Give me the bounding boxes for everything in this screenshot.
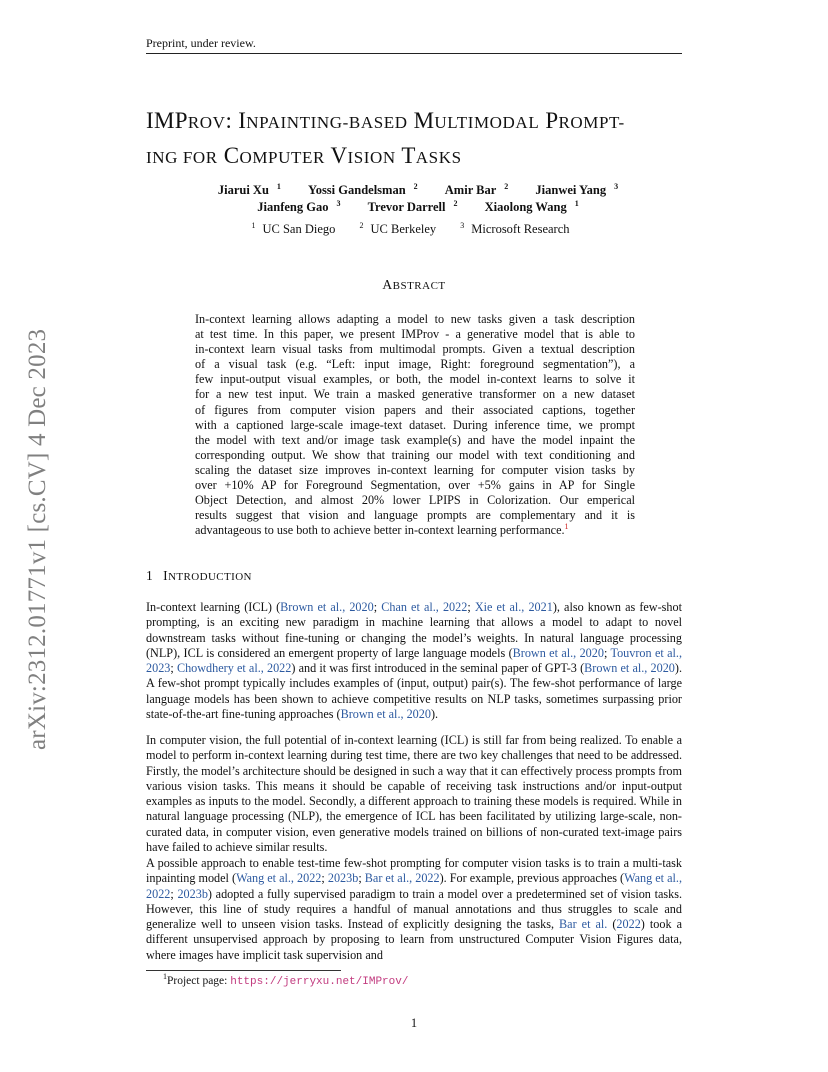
abstract-line: Object Detection, and almost 20% lower LPIPS in Colorization. Our emperical <box>195 493 635 508</box>
footnote-marker-link[interactable]: 1 <box>564 522 569 532</box>
abstract-line: for a new test input. We train a masked generative transformer on a new dataset <box>195 387 635 402</box>
citation-link[interactable]: Touvron et al., 2023 <box>146 645 682 675</box>
citation-link[interactable]: Bar et al. <box>559 917 608 931</box>
affiliation: $^2$ UC Berkeley <box>359 220 437 236</box>
author-list <box>146 182 682 216</box>
citation-link[interactable]: Wang et al., 2022 <box>236 871 322 886</box>
abstract-line: In-context learning allows adapting a model to new tasks given a task description <box>195 312 635 326</box>
author: Jianfeng Gao $^3$ <box>257 198 341 214</box>
author: Jianwei Yang $^3$ <box>535 181 619 197</box>
affiliation-list <box>146 222 682 237</box>
citation-link[interactable]: 2023b <box>177 886 208 901</box>
citation-link[interactable]: Brown et al., 2020 <box>584 661 675 675</box>
arxiv-id: arXiv:2312.01771v1 [cs.CV] 4 Dec 2023 <box>24 328 51 750</box>
footnote: $^1$Project page: https://jerryxu.net/IMProv/ <box>163 972 409 988</box>
author: Yossi Gandelsman $^2$ <box>308 181 418 197</box>
citation-link[interactable]: Brown et al., 2020 <box>340 706 431 721</box>
abstract-line: of a visual task (e.g. “Left: input image, Right: foreground segmentation”), a <box>195 357 635 372</box>
paper-title: IMPROV: INPAINTING-BASED MULTIMODAL PROMPT- ING FOR COMPUTER VISION TASKS <box>146 108 625 168</box>
section-heading: 1 INTRODUCTION <box>146 568 252 583</box>
abstract-line: with a captioned large-scale image-text dataset. During inference time, we prompt <box>195 417 635 432</box>
citation-link[interactable]: Xie et al., 2021 <box>474 600 553 614</box>
citation-link[interactable]: Wang et al., 2022 <box>146 871 683 901</box>
abstract-heading: ABSTRACT <box>382 277 446 292</box>
footnote-rule <box>146 970 341 971</box>
citation-link[interactable]: 2023b <box>327 871 359 886</box>
author: Amir Bar $^2$ <box>444 181 509 197</box>
citation-link[interactable]: Bar et al., 2022 <box>364 871 440 886</box>
abstract-line: over +10% AP for Foreground Segmentation, over +5% gains in AP for Single <box>195 478 635 493</box>
abstract-line: corresponding output. We show that training our model with text conditioning and <box>195 447 635 462</box>
running-header: Preprint, under review. <box>146 36 256 50</box>
author: Xiaolong Wang $^1$ <box>484 198 579 214</box>
author: Trevor Darrell $^2$ <box>367 198 458 214</box>
citation-link[interactable]: Brown et al., 2020 <box>512 645 604 660</box>
intro-paragraph-3: A possible approach to enable test-time few-shot prompting for computer vision tasks is to train a multi-task inpainting model (Wang et al., 2022; 2023b; Bar et al., 2022). For example, previous approaches (Wang et al., 2022; 2023b) adopted a fully supervised paradigm to train a model over a predetermined set of vision tasks. However, this line of study requires a handful of manual annotations and thus struggles to scale and generalize well to unseen vision tasks. Instead of explicitly designing the tasks, Bar et al. (2022) took a different unsupervised approach by proposing to learn from unstructured Computer Vision Figures data, where images have implicit task supervision and <box>146 856 683 962</box>
author: Jiarui Xu $^1$ <box>217 181 281 197</box>
abstract-line: of figures from computer vision papers and their associated captions, together <box>195 402 635 417</box>
abstract-line: few input-output visual examples, or both, the model in-context learns to solve it <box>195 372 635 387</box>
citation-link[interactable]: 2022 <box>616 917 641 931</box>
affiliation: $^1$ UC San Diego <box>251 220 336 236</box>
header-rule <box>146 53 682 54</box>
project-page-link[interactable]: https://jerryxu.net/IMProv/ <box>230 976 409 988</box>
abstract-line: scaling the dataset size improves in-context learning for computer vision tasks by <box>195 462 635 477</box>
affiliation: $^3$ Microsoft Research <box>460 220 570 236</box>
citation-link[interactable]: Chan et al., 2022 <box>381 600 468 614</box>
page-number: 1 <box>410 1016 418 1030</box>
abstract-line: advantageous to use both to achieve better in-context learning performance.$^1$ <box>195 522 569 538</box>
abstract-line: in-context learn visual tasks from multimodal prompts. Given a textual description <box>195 342 635 357</box>
abstract-line: results suggest that vision and language prompts are complementary and it is <box>195 508 635 523</box>
abstract-line: the model with text and/or image task example(s) and have the model inpaint the <box>195 432 635 447</box>
intro-paragraph-2: In computer vision, the full potential of in-context learning (ICL) is still far from being realized. To enable a model to perform in-context learning during test time, there are two key challenges that need to be addressed. Firstly, the model’s architecture should be designed in such a way that it can effectively process prompts from various vision tasks. This means it should be capable of receiving task instructions and/or input-output examples as inputs to the model. Secondly, a different approach to training these models is required. While in natural language processing (NLP), the emergence of ICL has been facilitated by utilizing large-scale, non-curated data, in computer vision, even generative models trained on billions of non-curated text-image pairs have failed to achieve similar results. <box>146 733 682 854</box>
abstract-body <box>195 312 635 538</box>
abstract-line: at test time. In this paper, we present IMProv - a generative model that is able to <box>195 327 635 342</box>
intro-paragraph-1: In-context learning (ICL) (Brown et al., 2020; Chan et al., 2022; Xie et al., 2021), also known as few-shot prompting, is an exciting new paradigm in machine learning that allows a model to adapt to novel downstream tasks without fine-tuning or changing the model’s weights. In natural language processing (NLP), ICL is considered an emergent property of large language models (Brown et al., 2020; Touvron et al., 2023; Chowdhery et al., 2022) and it was first introduced in the seminal paper of GPT-3 (Brown et al., 2020). A few-shot prompt typically includes examples of (input, output) pair(s). The few-shot performance of large language models has been shown to achieve competitive results on NLP tasks, sometimes surpassing prior state-of-the-art fine-tuning approaches (Brown et al., 2020). <box>146 600 682 721</box>
citation-link[interactable]: Brown et al., 2020 <box>280 600 374 614</box>
citation-link[interactable]: Chowdhery et al., 2022 <box>176 661 292 675</box>
arxiv-stamp <box>24 290 54 750</box>
